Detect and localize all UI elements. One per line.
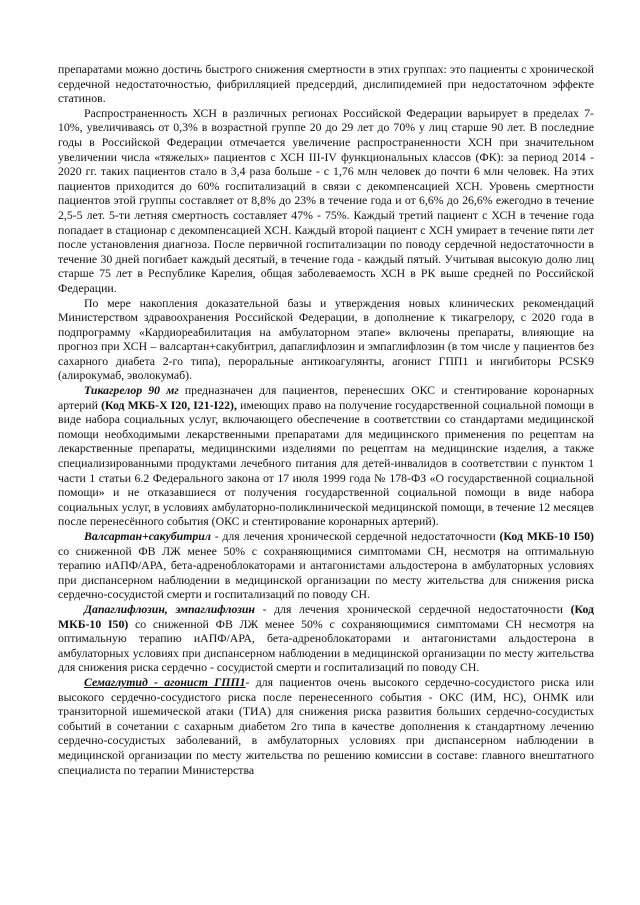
paragraph-semaglutide	[58, 675, 594, 777]
paragraph-text: со сниженной ФВ ЛЖ менее 50% с сохраняющимися симптомами СН несмотря на оптимальную терапию иАПФ/АРА, бета-адреноблокаторами и антагонистами альдостерона в амбулаторных условиях при диспансерном наблюдении в медицинской организации по месту жительства для снижения риска сердечно - сосудистой смерти и госпитализаций по поводу СН.	[58, 616, 595, 675]
icd-code: (Код МКБ-10 I50)	[58, 601, 594, 631]
paragraph-statins-intro: препаратами можно достичь быстрого снижения смертности в этих группах: это пациенты с хронической сердечной недостаточностью, фибрилляцией предсердий, дислипидемией при недостаточном эффекте статинов.	[58, 62, 594, 106]
document-page	[58, 62, 594, 777]
drug-name-semaglutide: Семаглутид - агонист ГПП1	[84, 674, 246, 689]
paragraph-ticagrelor	[58, 383, 594, 529]
paragraph-text: - для лечения хронической сердечной недостаточности	[254, 601, 571, 616]
icd-code: (Код МКБ-10 I50)	[499, 529, 594, 543]
drug-name-ticagrelor: Тикагрелор 90 мг	[84, 383, 179, 398]
icd-code: (Код МКБ-Х I20, I21-I22),	[101, 397, 237, 412]
paragraph-text: предназначен для пациентов, перенесших ОКС и стентирование коронарных артерий	[58, 383, 594, 412]
paragraph-cardio-rehab-program: По мере накопления доказательной базы и утверждения новых клинических рекомендаций Министерством здравоохранения Российской Федерации, в дополнение к тикагрелору, с 2020 года в подпрограмму «Кардиореабилитация на амбулаторном этапе» включены препараты, влияющие на прогноз при ХСН – валсартан+сакубитрил, дапаглифлозин и эмпаглифлозин (в том числе у пациентов без сахарного диабета 2-го типа), пероральные антикоагулянты, агонист ГПП1 и ингибиторы PCSK9 (алирокумаб, эволокумаб).	[58, 295, 594, 383]
paragraph-valsartan-sacubitril	[58, 529, 594, 602]
drug-name-gliflozins: Дапаглифлозин, эмпаглифлозин	[84, 601, 255, 616]
paragraph-text: - для лечения хронической сердечной недостаточности	[210, 529, 500, 543]
drug-name-valsartan-sacubitril: Валсартан+сакубитрил	[84, 529, 211, 543]
paragraph-chf-prevalence: Распространенность ХСН в различных регионах Российской Федерации варьирует в пределах 7-10%, увеличиваясь от 0,3% в возрастной группе 20 до 29 лет до 70% у лиц старше 90 лет. В последние годы в Российской Федерации отмечается увеличение распространенности ХСН при значительном увеличении числа «тяжелых» пациентов с ХСН III-IV функциональных классов (ФК): за период 2014 - 2020 гг. таких пациентов стало в 3,4 раза больше - с 1,76 млн человек до почти 6 млн человек. На этих пациентов приходится до 60% госпитализаций в связи с декомпенсацией ХСН. Уровень смертности пациентов этой группы составляет от 8,8% до 23% в течение года и от 6,6% до 26,6% ежегодно в течение 2,5-5 лет. 5-ти летняя смертность составляет 47% - 75%. Каждый третий пациент с ХСН в течение года попадает в стационар с декомпенсацией ХСН. Каждый второй пациент с ХСН умирает в течение пяти лет после установления диагноза. После первичной госпитализации по поводу сердечной недостаточности в течение 30 дней погибает каждый десятый, в течение года - каждый пятый. Учитывая высокую долю лиц старше 75 лет в Республике Карелия, общая заболеваемость ХСН в РК выше средней по Российской Федерации.	[58, 105, 594, 295]
paragraph-gliflozins	[58, 602, 594, 675]
paragraph-text: - для пациентов очень высокого сердечно-сосудистого риска или высокого сердечно-сосудистого риска после перенесенного события - ОКС (ИМ, НС), ОНМК или транзиторной ишемической атаки (ТИА) для снижения риска развития больших сердечно-сосудистых событий в сочетании с сахарным диабетом 2го типа в качестве дополнения к стандартному лечению сердечно-сосудистых заболеваний, в амбулаторных условиях при диспансерном наблюдении в медицинской организации по месту жительства по решению комиссии в составе: главного внештатного специалиста по терапии Министерства	[58, 674, 595, 777]
paragraph-text: имеющих право на получение государственной социальной помощи в виде набора социальных услуг, включающего обеспечение в соответствии со стандартами медицинской помощи необходимыми лекарственными препаратами для медицинского применения по рецептам на лекарственные препараты, медицинскими изделиями по рецептам на медицинские изделия, а также специализированными продуктами лечебного питания для детей-инвалидов в соответствии с пунктом 1 части 1 статьи 6.2 Федерального закона от 17 июля 1999 года № 178-ФЗ «О государственной социальной помощи» и не отказавшиеся от получения государственной социальной помощи в виде набора социальных услуг, в условиях амбулаторно-поликлинической медицинской помощи, в течение 12 месяцев после перенесённого события (ОКС и стентирование коронарных артерий).	[58, 397, 594, 529]
paragraph-text: со сниженной ФВ ЛЖ менее 50% с сохраняющимися симптомами СН, несмотря на оптимальную терапию иАПФ/АРА, бета-адреноблокаторами и антагонистами альдостерона в амбулаторных условиях при диспансерном наблюдении в медицинской организации по месту жительства для снижения риска сердечно-сосудистой смерти и госпитализаций по поводу СН.	[58, 543, 594, 602]
